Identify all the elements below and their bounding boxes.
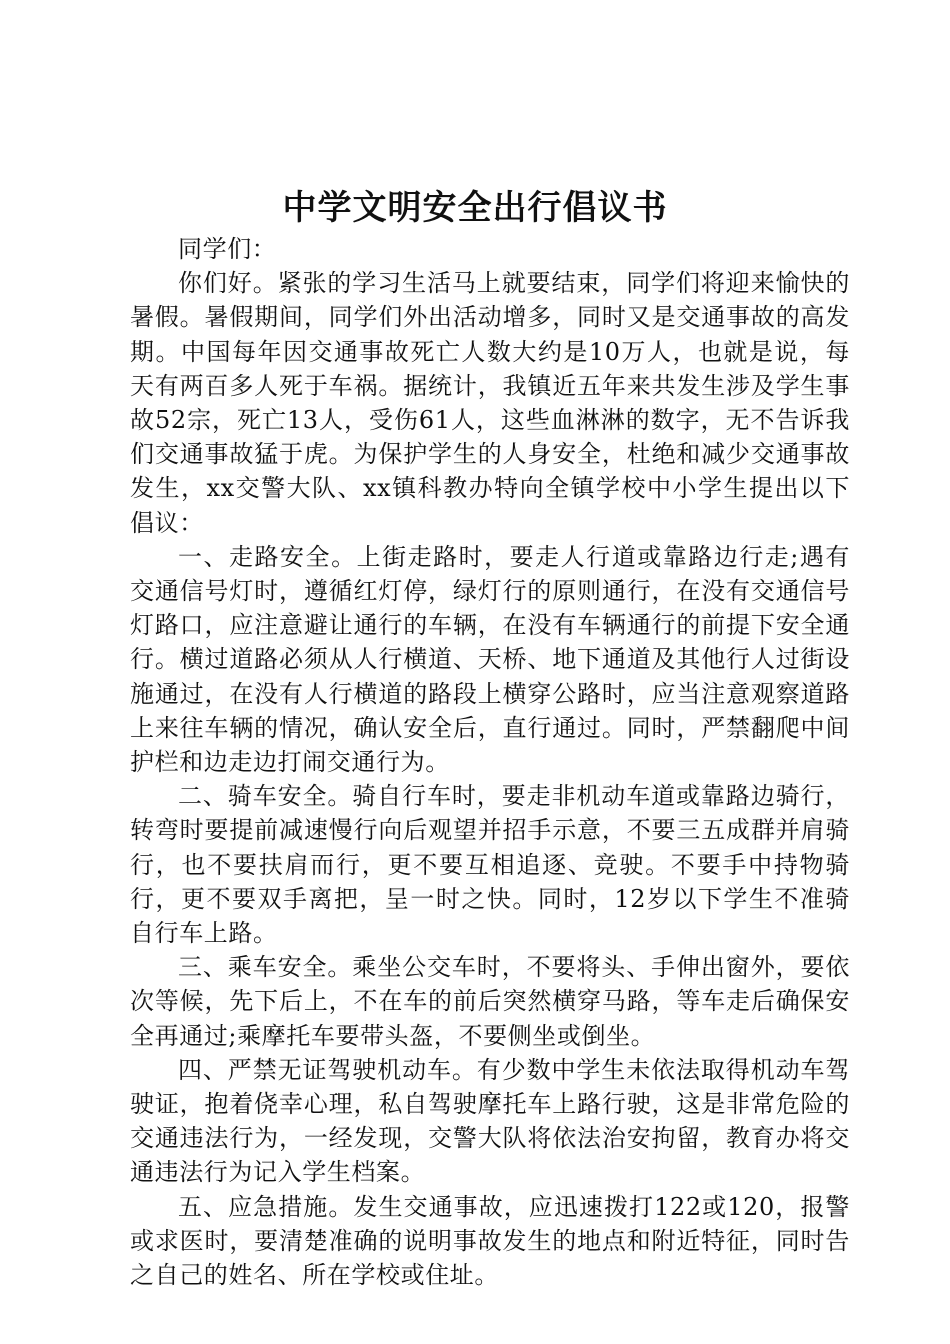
cycling-safety-paragraph: 二、骑车安全。骑自行车时，要走非机动车道或靠路边骑行，转弯时要提前减速慢行向后观望并招手示意，不要三五成群并肩骑行，也不要扶肩而行，更不要互相追逐、竞驶。不要手中持物骑行，更不要双手离把，呈一时之快。同时，12岁以下学生不准骑自行车上路。 (130, 782, 850, 948)
no-license-driving-paragraph: 四、严禁无证驾驶机动车。有少数中学生未依法取得机动车驾驶证，抱着侥幸心理，私自驾驶摩托车上路行驶，这是非常危险的交通违法行为，一经发现，交警大队将依法治安拘留，教育办将交通违法行为记入学生档案。 (130, 1055, 850, 1187)
emergency-measures-paragraph: 五、应急措施。发生交通事故，应迅速拨打122或120，报警或求医时，要清楚准确的说明事故发生的地点和附近特征，同时告之自己的姓名、所在学校或住址。 (130, 1192, 850, 1290)
riding-safety-paragraph: 三、乘车安全。乘坐公交车时，不要将头、手伸出窗外，要依次等候，先下后上，不在车的前后突然横穿马路，等车走后确保安全再通过;乘摩托车要带头盔，不要侧坐或倒坐。 (130, 953, 850, 1050)
intro-paragraph: 你们好。紧张的学习生活马上就要结束，同学们将迎来愉快的暑假。暑假期间，同学们外出活动增多，同时又是交通事故的高发期。中国每年因交通事故死亡人数大约是10万人，也就是说，每天有两百多人死于车祸。据统计，我镇近五年来共发生涉及学生事故52宗，死亡13人，受伤61人，这些血淋淋的数字，无不告诉我们交通事故猛于虎。为保护学生的人身安全，杜绝和减少交通事故发生，xx交警大队、xx镇科教办特向全镇学校中小学生提出以下倡议： (130, 269, 850, 537)
document-title: 中学文明安全出行倡议书 (282, 188, 668, 228)
document-body (130, 232, 850, 1292)
salutation-paragraph: 同学们： (178, 235, 277, 263)
walking-safety-paragraph: 一、走路安全。上街走路时，要走人行道或靠路边行走;遇有交通信号灯时，遵循红灯停，绿灯行的原则通行，在没有交通信号灯路口，应注意避让通行的车辆，在没有车辆通行的前提下安全通行。横过道路必须从人行横道、天桥、地下通道及其他行人过街设施通过，在没有人行横道的路段上横穿公路时，应当注意观察道路上来往车辆的情况，确认安全后，直行通过。同时，严禁翻爬中间护栏和边走边打闹交通行为。 (130, 542, 850, 777)
